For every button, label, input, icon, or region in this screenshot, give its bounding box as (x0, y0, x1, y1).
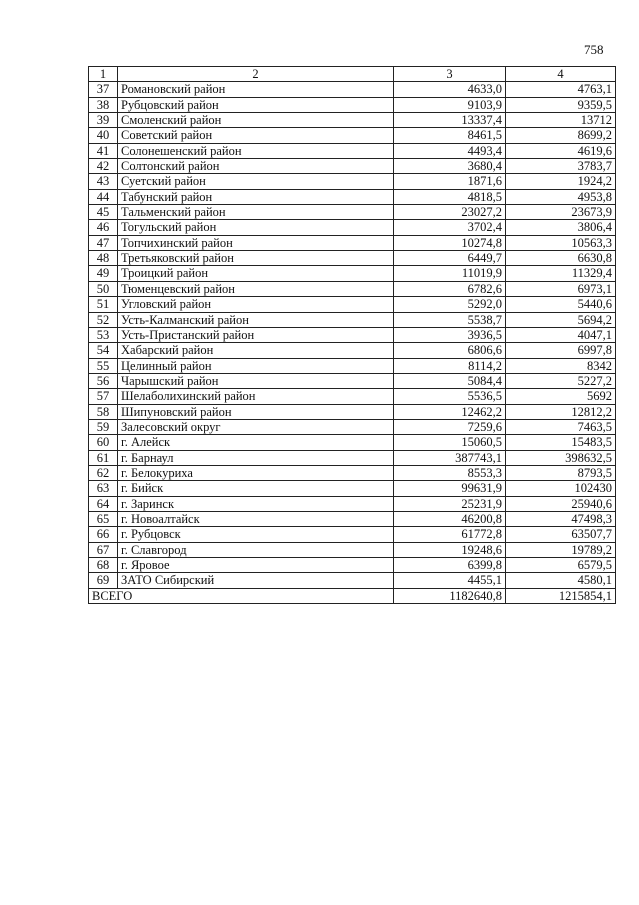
row-name: Троицкий район (118, 266, 394, 281)
row-col3-value: 4633,0 (394, 82, 506, 97)
table-row (89, 511, 616, 526)
row-col3-value: 61772,8 (394, 527, 506, 542)
table-row (89, 174, 616, 189)
row-name: Табунский район (118, 189, 394, 204)
row-col3-value: 11019,9 (394, 266, 506, 281)
row-col3-value: 46200,8 (394, 511, 506, 526)
row-col4-value: 4619,6 (506, 143, 616, 158)
row-col4-value: 25940,6 (506, 496, 616, 511)
row-col4-value: 4953,8 (506, 189, 616, 204)
row-name: г. Барнаул (118, 450, 394, 465)
row-name: Угловский район (118, 297, 394, 312)
row-col3-value: 5292,0 (394, 297, 506, 312)
table-row (89, 435, 616, 450)
row-name: г. Заринск (118, 496, 394, 511)
table-row (89, 205, 616, 220)
table-row (89, 389, 616, 404)
row-col3-value: 13337,4 (394, 113, 506, 128)
page-number: 758 (584, 42, 604, 57)
row-number: 55 (89, 358, 118, 373)
row-name: Тогульский район (118, 220, 394, 235)
row-col4-value: 8342 (506, 358, 616, 373)
row-col4-value: 47498,3 (506, 511, 616, 526)
row-col4-value: 3806,4 (506, 220, 616, 235)
table-row (89, 465, 616, 480)
row-name: Солтонский район (118, 159, 394, 174)
row-col4-value: 4047,1 (506, 327, 616, 342)
column-header-2: 2 (118, 67, 394, 82)
row-number: 40 (89, 128, 118, 143)
row-name: Третьяковский район (118, 251, 394, 266)
row-number: 69 (89, 573, 118, 588)
row-col3-value: 1871,6 (394, 174, 506, 189)
table-row (89, 143, 616, 158)
row-col4-value: 102430 (506, 481, 616, 496)
budget-table (88, 66, 616, 604)
table-row (89, 343, 616, 358)
row-name: Смоленский район (118, 113, 394, 128)
row-number: 59 (89, 419, 118, 434)
table-row (89, 189, 616, 204)
row-name: г. Рубцовск (118, 527, 394, 542)
row-col3-value: 4493,4 (394, 143, 506, 158)
row-col3-value: 6782,6 (394, 281, 506, 296)
row-col3-value: 3680,4 (394, 159, 506, 174)
row-col4-value: 12812,2 (506, 404, 616, 419)
row-number: 49 (89, 266, 118, 281)
row-col3-value: 10274,8 (394, 235, 506, 250)
row-number: 37 (89, 82, 118, 97)
row-number: 38 (89, 97, 118, 112)
row-col3-value: 9103,9 (394, 97, 506, 112)
row-col4-value: 11329,4 (506, 266, 616, 281)
row-col3-value: 99631,9 (394, 481, 506, 496)
row-col3-value: 4818,5 (394, 189, 506, 204)
table-row (89, 496, 616, 511)
row-number: 43 (89, 174, 118, 189)
row-number: 42 (89, 159, 118, 174)
table-row (89, 558, 616, 573)
row-number: 61 (89, 450, 118, 465)
row-col3-value: 7259,6 (394, 419, 506, 434)
row-col4-value: 19789,2 (506, 542, 616, 557)
row-col3-value: 6449,7 (394, 251, 506, 266)
row-col3-value: 3936,5 (394, 327, 506, 342)
row-name: Советский район (118, 128, 394, 143)
table-row (89, 404, 616, 419)
row-name: Романовский район (118, 82, 394, 97)
row-number: 53 (89, 327, 118, 342)
row-name: г. Яровое (118, 558, 394, 573)
row-name: г. Новоалтайск (118, 511, 394, 526)
table-row (89, 527, 616, 542)
row-number: 41 (89, 143, 118, 158)
row-col3-value: 6806,6 (394, 343, 506, 358)
table-row (89, 97, 616, 112)
row-number: 57 (89, 389, 118, 404)
table-row (89, 159, 616, 174)
row-number: 48 (89, 251, 118, 266)
row-name: Тюменцевский район (118, 281, 394, 296)
row-col4-value: 23673,9 (506, 205, 616, 220)
row-col4-value: 5692 (506, 389, 616, 404)
row-col4-value: 10563,3 (506, 235, 616, 250)
row-number: 47 (89, 235, 118, 250)
row-col4-value: 8793,5 (506, 465, 616, 480)
row-col3-value: 8114,2 (394, 358, 506, 373)
row-name: г. Белокуриха (118, 465, 394, 480)
table-row (89, 251, 616, 266)
row-col4-value: 3783,7 (506, 159, 616, 174)
column-header-4: 4 (506, 67, 616, 82)
row-number: 63 (89, 481, 118, 496)
row-col4-value: 5227,2 (506, 373, 616, 388)
row-col3-value: 12462,2 (394, 404, 506, 419)
table-row (89, 128, 616, 143)
row-col3-value: 8461,5 (394, 128, 506, 143)
table-row (89, 542, 616, 557)
table-row (89, 220, 616, 235)
row-number: 44 (89, 189, 118, 204)
table-row (89, 373, 616, 388)
row-col3-value: 23027,2 (394, 205, 506, 220)
row-name: г. Славгород (118, 542, 394, 557)
row-number: 67 (89, 542, 118, 557)
row-col3-value: 8553,3 (394, 465, 506, 480)
row-number: 56 (89, 373, 118, 388)
row-name: Хабарский район (118, 343, 394, 358)
row-col4-value: 1924,2 (506, 174, 616, 189)
row-name: Шелаболихинский район (118, 389, 394, 404)
column-header-3: 3 (394, 67, 506, 82)
row-col4-value: 5440,6 (506, 297, 616, 312)
table-row (89, 327, 616, 342)
row-number: 68 (89, 558, 118, 573)
table-row (89, 358, 616, 373)
table-row (89, 82, 616, 97)
row-name: Солонешенский район (118, 143, 394, 158)
row-col3-value: 19248,6 (394, 542, 506, 557)
row-col4-value: 7463,5 (506, 419, 616, 434)
row-col3-value: 387743,1 (394, 450, 506, 465)
row-col3-value: 5538,7 (394, 312, 506, 327)
row-number: 54 (89, 343, 118, 358)
table-body (89, 82, 616, 588)
row-col3-value: 4455,1 (394, 573, 506, 588)
row-number: 58 (89, 404, 118, 419)
row-col4-value: 9359,5 (506, 97, 616, 112)
table-row (89, 266, 616, 281)
row-name: Топчихинский район (118, 235, 394, 250)
row-col4-value: 4580,1 (506, 573, 616, 588)
row-col4-value: 6997,8 (506, 343, 616, 358)
table-row (89, 450, 616, 465)
row-col3-value: 25231,9 (394, 496, 506, 511)
row-number: 66 (89, 527, 118, 542)
total-label: ВСЕГО (89, 588, 394, 603)
header-row (89, 67, 616, 82)
row-name: г. Бийск (118, 481, 394, 496)
row-name: Целинный район (118, 358, 394, 373)
row-col4-value: 6630,8 (506, 251, 616, 266)
row-number: 65 (89, 511, 118, 526)
row-name: Тальменский район (118, 205, 394, 220)
row-col4-value: 398632,5 (506, 450, 616, 465)
row-number: 51 (89, 297, 118, 312)
total-row (89, 588, 616, 603)
table-row (89, 297, 616, 312)
row-col4-value: 15483,5 (506, 435, 616, 450)
row-number: 39 (89, 113, 118, 128)
row-number: 62 (89, 465, 118, 480)
column-header-1: 1 (89, 67, 118, 82)
row-col3-value: 15060,5 (394, 435, 506, 450)
total-col4: 1215854,1 (506, 588, 616, 603)
row-number: 50 (89, 281, 118, 296)
row-col4-value: 6973,1 (506, 281, 616, 296)
row-name: г. Алейск (118, 435, 394, 450)
row-col3-value: 3702,4 (394, 220, 506, 235)
row-col3-value: 5536,5 (394, 389, 506, 404)
row-number: 60 (89, 435, 118, 450)
table-row (89, 419, 616, 434)
row-col4-value: 13712 (506, 113, 616, 128)
row-name: Чарышский район (118, 373, 394, 388)
row-number: 52 (89, 312, 118, 327)
row-name: ЗАТО Сибирский (118, 573, 394, 588)
row-col4-value: 8699,2 (506, 128, 616, 143)
row-name: Шипуновский район (118, 404, 394, 419)
row-number: 46 (89, 220, 118, 235)
row-col3-value: 5084,4 (394, 373, 506, 388)
table-row (89, 235, 616, 250)
row-name: Усть-Калманский район (118, 312, 394, 327)
table-row (89, 281, 616, 296)
total-col3: 1182640,8 (394, 588, 506, 603)
table-row (89, 113, 616, 128)
row-number: 64 (89, 496, 118, 511)
table-row (89, 312, 616, 327)
row-name: Залесовский округ (118, 419, 394, 434)
row-col4-value: 6579,5 (506, 558, 616, 573)
row-col4-value: 5694,2 (506, 312, 616, 327)
row-name: Усть-Пристанский район (118, 327, 394, 342)
row-number: 45 (89, 205, 118, 220)
row-name: Рубцовский район (118, 97, 394, 112)
table-row (89, 573, 616, 588)
row-col4-value: 63507,7 (506, 527, 616, 542)
row-col4-value: 4763,1 (506, 82, 616, 97)
row-name: Суетский район (118, 174, 394, 189)
table-row (89, 481, 616, 496)
row-col3-value: 6399,8 (394, 558, 506, 573)
